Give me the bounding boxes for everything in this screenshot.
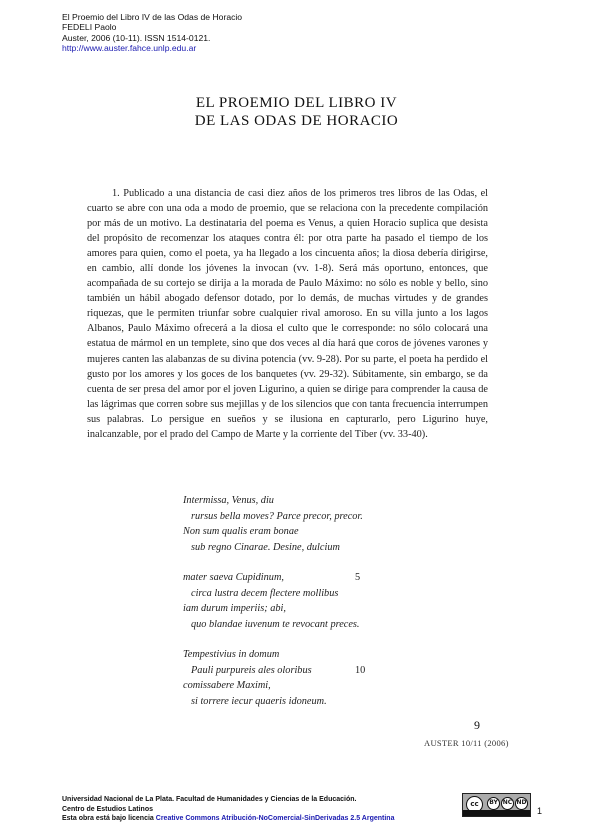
noncommercial-icon: NC: [501, 797, 514, 810]
poem-line: [183, 663, 366, 679]
poem-line-text: si torrere iecur quaeris idoneum.: [191, 695, 327, 707]
noderivatives-icon: ND: [515, 797, 528, 810]
poem-line: [183, 540, 363, 556]
cc-badge-strip: [463, 810, 530, 816]
poem-quotation: [183, 493, 366, 724]
verse-number: 10: [355, 664, 366, 676]
verse-number: 5: [355, 572, 361, 583]
poem-line-text: rursus bella moves? Parce precor, precor.: [191, 510, 363, 522]
poem-line-text: iam durum imperiis; abi,: [183, 603, 286, 614]
footer-university: Universidad Nacional de La Plata. Facultad de Humanidades y Ciencias de la Educación.: [62, 796, 357, 803]
journal-reference: AUSTER 10/11 (2006): [424, 738, 509, 748]
poem-stanza: [183, 493, 363, 555]
corner-page-number: 1: [537, 806, 543, 816]
poem-line-text: Intermissa, Venus, diu: [183, 495, 274, 506]
poem-stanza: [183, 647, 366, 709]
creative-commons-badge[interactable]: [462, 793, 531, 817]
poem-line: [183, 647, 363, 663]
poem-line: [183, 694, 363, 710]
poem-line: [183, 570, 363, 586]
poem-line-text: Non sum qualis eram bonae: [183, 526, 299, 537]
page-number: 9: [474, 718, 480, 732]
poem-line-text: quo blandae iuvenum te revocant preces.: [191, 618, 360, 630]
header-author: FEDELI Paolo: [62, 22, 117, 33]
article-title-line-1: EL PROEMIO DEL LIBRO IV: [195, 95, 398, 111]
footer-center: Centro de Estudios Latinos: [62, 805, 154, 813]
attribution-icon: BY: [487, 797, 500, 810]
poem-stanza: [183, 570, 363, 632]
poem-line: [183, 509, 363, 525]
poem-line: [183, 586, 363, 602]
article-title-line-2: DE LAS ODAS DE HORACIO: [194, 113, 399, 129]
poem-line-text: comissabere Maximi,: [183, 680, 271, 691]
cc-logo-icon: cc: [466, 796, 483, 813]
poem-line: [183, 617, 363, 633]
poem-line-text: Tempestivius in domum: [183, 649, 280, 660]
document-header: [62, 12, 242, 54]
body-paragraph: 1. Publicado a una distancia de casi diez años de los primeros tres libros de las Odas, el cuarto se abre con una oda a modo de proemio, que se relaciona con la precedente compilación por más de un motivo. La destinataria del poema es Venus, a quien Horacio suplica que desista del propósito de recomenzar los ataques contra él: por otra parte ha pasado el tiempo de los amores para quien, como el poeta, ya ha llegado a los cincuenta años; la diosa debería dirigirse, en cambio, allí donde los jóvenes la invocan (vv. 1-8). Será más oportuno, entonces, que acompañada de su cortejo se dirija a la morada de Paulo Máximo: no sólo es noble y bello, sino también un hábil abogado defensor dotado, por lo demás, de muchas virtudes y de grandes riquezas, que le permiten triunfar sobre cualquier rival amoroso. En su villa junto a los lagos Albanos, Paulo Máximo ofrecerá a la diosa el culto que le corresponde: no sólo colocará una estatua de mármol en un templete, sino que dos veces al día hará que coros de jóvenes varones y mujeres canten las alabanzas de su divina potencia (vv. 9-28). Por su parte, el poeta ha perdido el gusto por los amores y los goces de los banquetes (vv. 29-32). Súbitamente, sin embargo, se da cuenta de ser presa del amor por el joven Ligurino, a quien se dirige para comprender la causa de las lágrimas que corren sobre sus mejillas y de los silencios que con tanta frecuencia interrumpen sus palabras. Lo persigue en sueños y se ilusiona en capturarlo, pero Ligurino huye, inalcanzable, por el prado del Campo de Marte y la corriente del Tíber (vv. 33-40).: [87, 188, 488, 440]
header-url-link[interactable]: http://www.auster.fahce.unlp.edu.ar: [62, 43, 197, 54]
poem-line: [183, 493, 363, 509]
poem-line: [183, 678, 363, 694]
footer-license-line: [62, 814, 394, 824]
poem-line-text: mater saeva Cupidinum,: [183, 572, 284, 583]
footer-license-prefix: Esta obra está bajo licencia: [62, 815, 156, 822]
footer-license-link[interactable]: Creative Commons Atribución-NoComercial-SinDerivadas 2.5 Argentina: [155, 815, 395, 822]
poem-line-text: circa lustra decem flectere mollibus: [191, 587, 339, 599]
poem-line-text: sub regno Cinarae. Desine, dulcium: [191, 541, 340, 553]
header-citation: Auster, 2006 (10-11). ISSN 1514-0121.: [62, 32, 211, 43]
article-title: [0, 94, 593, 130]
header-article-title: El Proemio del Libro IV de las Odas de Horacio: [62, 12, 243, 22]
poem-line: [183, 601, 363, 617]
poem-line-text: Pauli purpureis ales oloribus: [191, 664, 312, 676]
document-footer: [62, 795, 394, 824]
body-text: [87, 186, 488, 442]
poem-line: [183, 524, 363, 540]
